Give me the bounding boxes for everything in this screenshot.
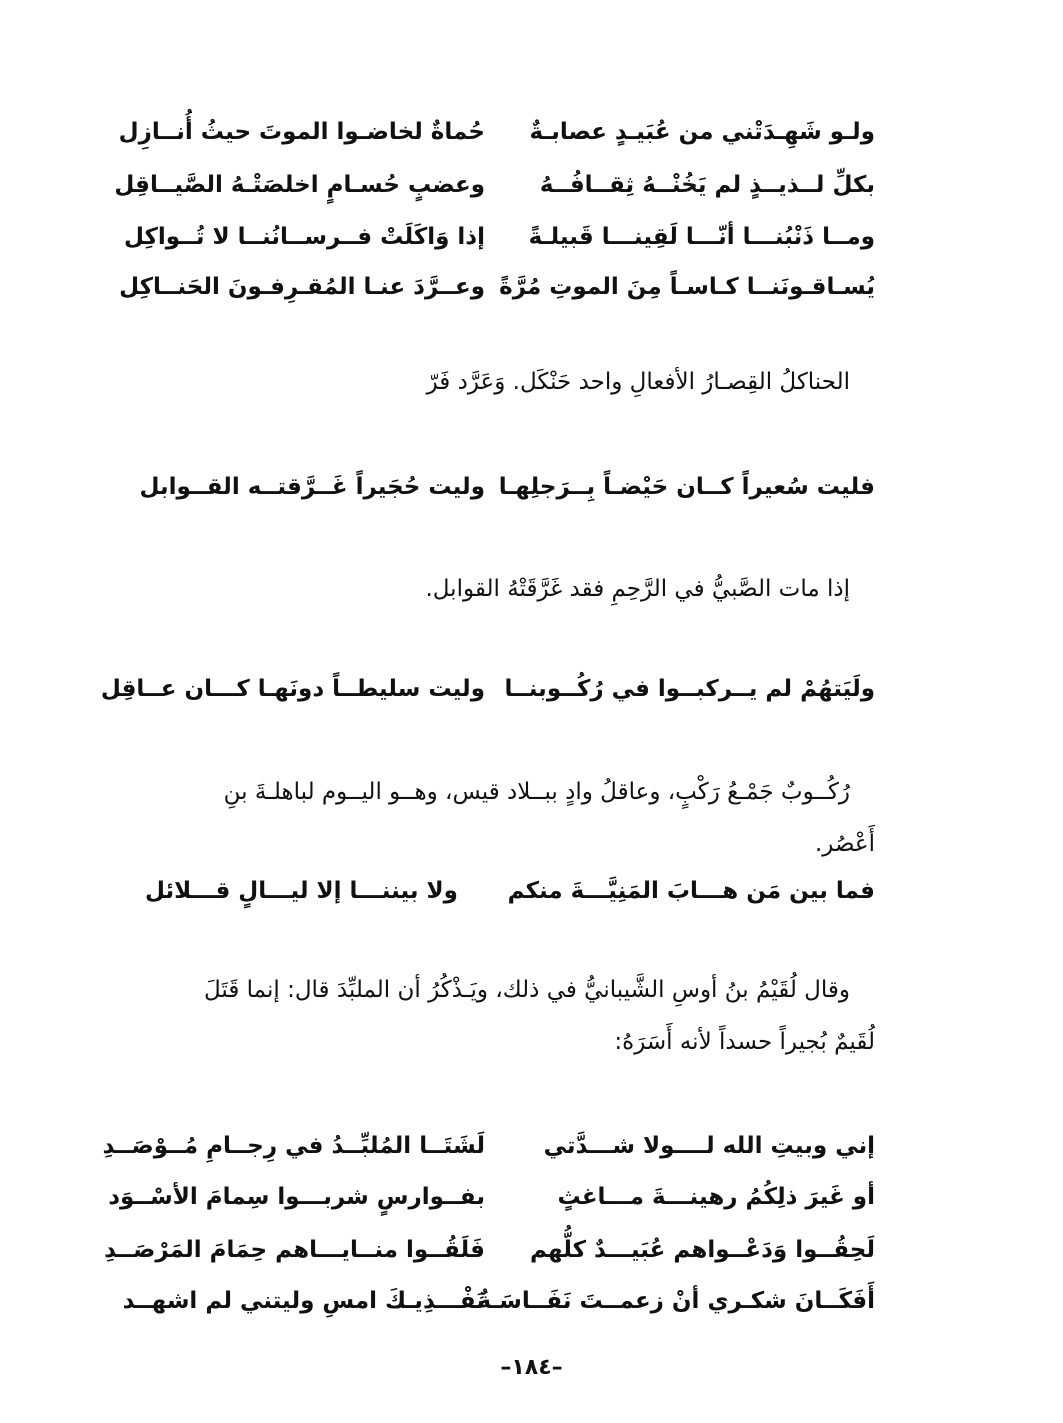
verse-line (145, 866, 875, 916)
gloss-paragraph (145, 964, 875, 1068)
verse-second-hemistich: ولا بيننـــا إلا ليـــالٍ قـــلائل (145, 878, 458, 904)
gloss-note: إذا مات الصَّبيُّ في الرَّحِمِ فقد غَرَّقَتْهُ القوابل. (425, 576, 850, 602)
verse-second-hemistich: وليت سليطــاً دونَهـا كـــان عــاقِل (100, 676, 485, 702)
gloss-line: أَعْصُر. (814, 831, 875, 857)
verse-second-hemistich: نَفْـــذِيـكَ امسِ وليتني لم اشهــد (122, 1288, 485, 1314)
verse-first-hemistich: ومــا ذَنْبُنـــا أنّـــا لَقِينـــا قَبيلـةً (528, 224, 875, 250)
verse-second-hemistich: بفــوارسٍ شربـــوا سِمامَ الأسْــوَد (108, 1184, 485, 1210)
page-number: –١٨٤– (500, 1355, 563, 1380)
gloss-line: لُقَيمٌ بُجيراً حسداً لأنه أَسَرَهُ: (614, 1029, 875, 1055)
gloss-paragraph (145, 766, 875, 870)
verse-first-hemistich: أَفَكَــانَ شكـري أنْ زعمــتَ نَفَــاسَـةٌ (477, 1288, 875, 1314)
verse-first-hemistich: إني وبيتِ الله لــــولا شـــدَّتي (543, 1133, 875, 1159)
verse-line (104, 1225, 875, 1275)
verse-first-hemistich: ولَيَتهُمْ لم يــركبــوا في رُكُــوبنــا (504, 676, 875, 702)
verse-first-hemistich: ولـو شَهِـدَتْني من عُبَيـدٍ عصابـةٌ (529, 119, 875, 145)
verse-second-hemistich: فَلَقُــوا منــايـــاهم حِمَامَ المَرْصَــدِ (104, 1237, 485, 1263)
verse-line (122, 1276, 875, 1326)
gloss-note: الحناكلُ القِصـارُ الأفعالِ واحد حَنْكَل. وَعَرَّد فَرّ (426, 369, 850, 395)
verse-line (100, 664, 875, 714)
verse-line (123, 212, 875, 262)
verse-second-hemistich: وليت حُجَيراً غَــرَّقتــه القــوابل (139, 474, 485, 500)
verse-first-hemistich: لَحِقُــوا وَدَعْــواهم عُبَيـــدٌ كلُّهم (530, 1237, 875, 1263)
verse-second-hemistich: وعضبٍ حُسـامٍ اخلصَتْـهُ الصَّيــاقِل (114, 172, 485, 198)
verse-first-hemistich: يُسـاقـونَنــا كـاسـاً مِنَ الموتِ مُرَّةً (499, 274, 875, 300)
verse-line (118, 107, 875, 157)
verse-second-hemistich: لَشَتَــا المُلبِّــدُ في رِجــامِ مُــوْصَــدِ (102, 1133, 485, 1159)
gloss-line: رُكُــوبٌ جَمْـعُ رَكْبٍ، وعاقلُ وادٍ ببــلاد قيس، وهــو اليــوم لباهلـةَ بنِ (223, 779, 850, 805)
verse-second-hemistich: إذا وَاكَلَتْ فــرســانُنــا لا تُــواكِل (123, 224, 485, 250)
verse-line (108, 1172, 875, 1222)
verse-second-hemistich: حُماةٌ لخاضـوا الموتَ حيثُ أُنــازِل (118, 119, 485, 145)
verse-first-hemistich: فما بين مَن هـــابَ المَنِيَّـــةَ منكم (507, 878, 875, 904)
gloss-line: وقال لُقَيْمُ بنُ أوسِ الشَّيبانيُّ في ذلك، ويَـذْكُرُ أن الملبِّدَ قال: إنما قَتَلَ (204, 977, 850, 1003)
verse-first-hemistich: فليت سُعيراً كــان حَيْضـاً بِــرَجلِهـا (498, 474, 875, 500)
verse-first-hemistich: بكلِّ لــذيــذٍ لم يَخُنْــهُ ثِقــافُــهُ (539, 172, 875, 198)
verse-line (139, 462, 875, 512)
verse-line (119, 262, 875, 312)
verse-line (114, 160, 875, 210)
verse-second-hemistich: وعــرَّدَ عنـا المُقـرِفـونَ الحَنــاكِل (119, 274, 485, 300)
verse-first-hemistich: أو غَيرَ ذلِكُمُ رهينـــةَ مـــاغثٍ (557, 1184, 875, 1210)
verse-line (102, 1121, 875, 1171)
